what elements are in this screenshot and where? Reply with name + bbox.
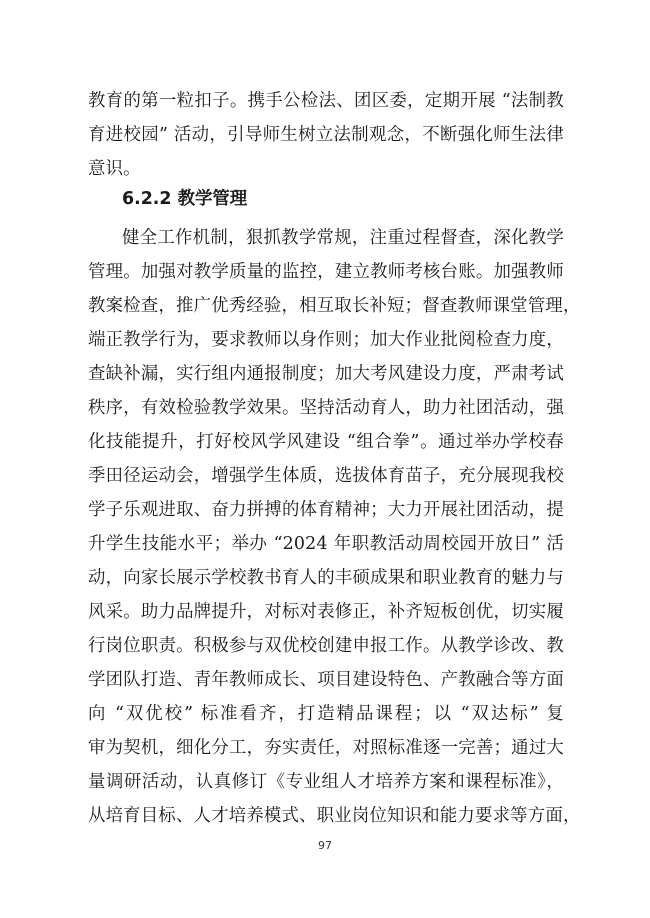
- section-heading: 6.2.2 教学管理: [122, 189, 248, 209]
- paragraph-line: 量调研活动，认真修订《专业组人才培养方案和课程标准》，: [88, 772, 564, 792]
- paragraph-line: 化技能提升，打好校风学风建设 “组合拳”。通过举办学校春: [88, 432, 564, 452]
- paragraph-line: 健全工作机制，狠抓教学常规，注重过程督查，深化教学: [122, 228, 564, 248]
- paragraph-line: 风采。助力品牌提升，对标对表修正，补齐短板创优，切实履: [88, 602, 564, 622]
- paragraph-line: 行岗位职责。积极参与双优校创建申报工作。从教学诊改、教: [88, 636, 564, 656]
- paragraph-line: 育进校园” 活动，引导师生树立法制观念，不断强化师生法律: [88, 125, 564, 145]
- paragraph-line: 秩序，有效检验教学效果。坚持活动育人，助力社团活动，强: [88, 398, 564, 418]
- paragraph-line: 季田径运动会，增强学生体质，选拔体育苗子，充分展现我校: [88, 466, 564, 486]
- page-number: 97: [318, 839, 332, 852]
- paragraph-line: 查缺补漏，实行组内通报制度；加大考风建设力度，严肃考试: [88, 364, 564, 384]
- paragraph-line: 教育的第一粒扣子。携手公检法、团区委，定期开展 “法制教: [88, 91, 564, 111]
- paragraph-line: 从培育目标、人才培养模式、职业岗位知识和能力要求等方面，: [88, 806, 581, 826]
- paragraph-line: 教案检查，推广优秀经验，相互取长补短；督查教师课堂管理，: [88, 296, 581, 316]
- paragraph-line: 学团队打造、青年教师成长、项目建设特色、产教融合等方面: [88, 670, 564, 690]
- paragraph-line: 学子乐观进取、奋力拼搏的体育精神；大力开展社团活动，提: [88, 500, 564, 520]
- paragraph-line: 端正教学行为，要求教师以身作则；加大作业批阅检查力度，: [88, 330, 564, 350]
- paragraph-line: 动，向家长展示学校教书育人的丰硕成果和职业教育的魅力与: [88, 568, 564, 588]
- paragraph-line: 向 “双优校” 标准看齐，打造精品课程；以 “双达标” 复: [88, 704, 564, 724]
- paragraph-line: 管理。加强对教学质量的监控，建立教师考核台账。加强教师: [88, 262, 564, 282]
- paragraph-line: 升学生技能水平；举办 “2024 年职教活动周校园开放日” 活: [88, 534, 564, 554]
- paragraph-line: 审为契机，细化分工，夯实责任，对照标准逐一完善；通过大: [88, 738, 564, 758]
- paragraph-line: 意识。: [88, 159, 141, 179]
